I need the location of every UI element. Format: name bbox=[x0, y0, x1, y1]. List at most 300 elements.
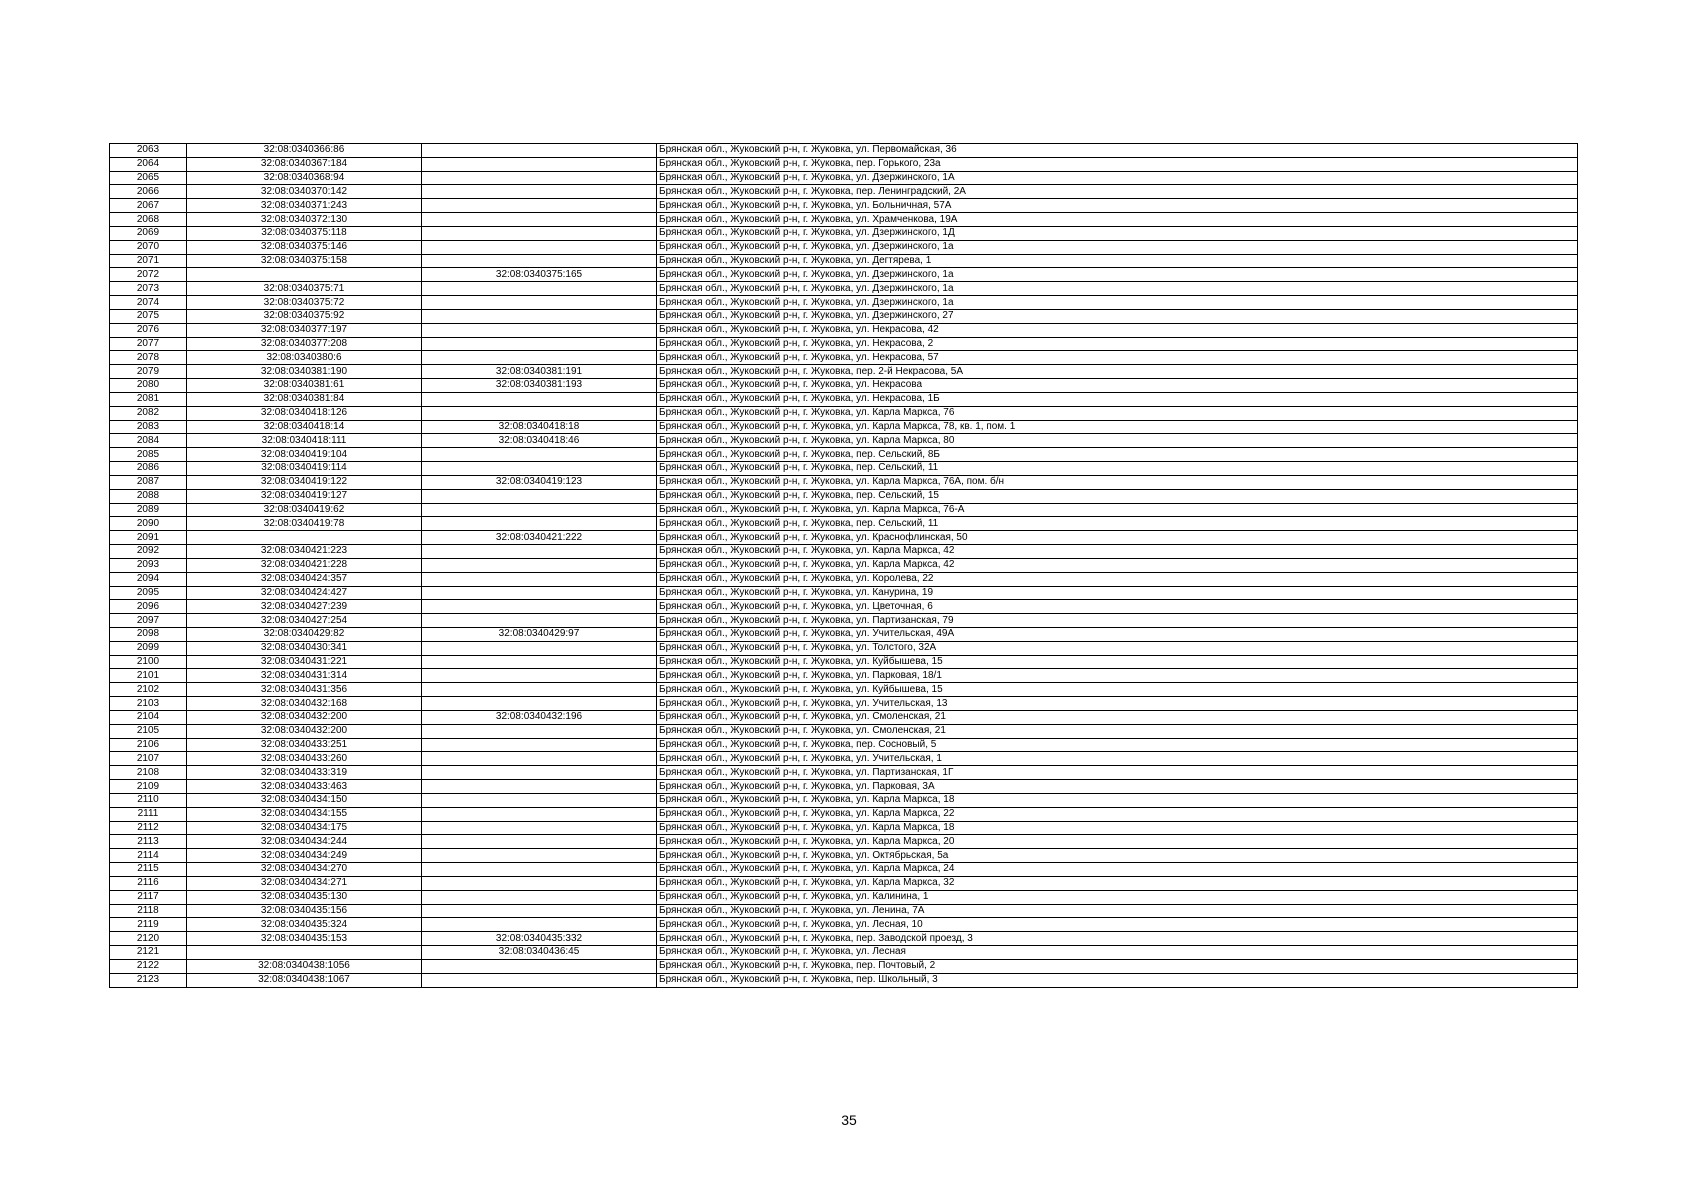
table-row bbox=[110, 697, 1578, 711]
cadastral-number-cell: 32:08:0340371:243 bbox=[187, 199, 422, 213]
address-cell: Брянская обл., Жуковский р-н, г. Жуковка, ул. Карла Маркса, 32 bbox=[657, 876, 1578, 890]
row-number-cell: 2103 bbox=[110, 697, 187, 711]
cadastral-number-cell: 32:08:0340380:6 bbox=[187, 351, 422, 365]
table-row bbox=[110, 351, 1578, 365]
row-number-cell: 2099 bbox=[110, 641, 187, 655]
cadastral-number-cell: 32:08:0340427:239 bbox=[187, 600, 422, 614]
related-cadastral-number-cell bbox=[422, 697, 657, 711]
row-number-cell: 2111 bbox=[110, 807, 187, 821]
table-row bbox=[110, 959, 1578, 973]
address-cell: Брянская обл., Жуковский р-н, г. Жуковка, ул. Карла Маркса, 18 bbox=[657, 821, 1578, 835]
row-number-cell: 2102 bbox=[110, 683, 187, 697]
table-row bbox=[110, 586, 1578, 600]
cadastral-number-cell: 32:08:0340419:114 bbox=[187, 462, 422, 476]
related-cadastral-number-cell bbox=[422, 655, 657, 669]
address-cell: Брянская обл., Жуковский р-н, г. Жуковка, ул. Парковая, 18/1 bbox=[657, 669, 1578, 683]
address-cell: Брянская обл., Жуковский р-н, г. Жуковка, ул. Калинина, 1 bbox=[657, 890, 1578, 904]
cadastral-number-cell: 32:08:0340431:221 bbox=[187, 655, 422, 669]
cadastral-number-cell: 32:08:0340375:71 bbox=[187, 282, 422, 296]
address-cell: Брянская обл., Жуковский р-н, г. Жуковка, ул. Больничная, 57А bbox=[657, 199, 1578, 213]
address-cell: Брянская обл., Жуковский р-н, г. Жуковка, ул. Партизанская, 1Г bbox=[657, 766, 1578, 780]
cadastral-number-cell: 32:08:0340377:208 bbox=[187, 337, 422, 351]
row-number-cell: 2087 bbox=[110, 475, 187, 489]
related-cadastral-number-cell bbox=[422, 517, 657, 531]
table-row bbox=[110, 226, 1578, 240]
address-cell: Брянская обл., Жуковский р-н, г. Жуковка, пер. Сельский, 15 bbox=[657, 489, 1578, 503]
related-cadastral-number-cell bbox=[422, 462, 657, 476]
table-row bbox=[110, 157, 1578, 171]
table-row bbox=[110, 282, 1578, 296]
row-number-cell: 2119 bbox=[110, 918, 187, 932]
address-cell: Брянская обл., Жуковский р-н, г. Жуковка, ул. Канурина, 19 bbox=[657, 586, 1578, 600]
related-cadastral-number-cell bbox=[422, 157, 657, 171]
cadastral-number-cell: 32:08:0340368:94 bbox=[187, 171, 422, 185]
related-cadastral-number-cell bbox=[422, 849, 657, 863]
address-cell: Брянская обл., Жуковский р-н, г. Жуковка, ул. Карла Маркса, 24 bbox=[657, 863, 1578, 877]
address-cell: Брянская обл., Жуковский р-н, г. Жуковка, ул. Первомайская, 36 bbox=[657, 144, 1578, 158]
address-cell: Брянская обл., Жуковский р-н, г. Жуковка, ул. Карла Маркса, 18 bbox=[657, 793, 1578, 807]
address-cell: Брянская обл., Жуковский р-н, г. Жуковка, ул. Куйбышева, 15 bbox=[657, 683, 1578, 697]
cadastral-number-cell: 32:08:0340433:260 bbox=[187, 752, 422, 766]
table-row bbox=[110, 655, 1578, 669]
cadastral-number-cell: 32:08:0340434:244 bbox=[187, 835, 422, 849]
table-row bbox=[110, 614, 1578, 628]
table-row bbox=[110, 337, 1578, 351]
table-row bbox=[110, 641, 1578, 655]
cadastral-number-cell bbox=[187, 531, 422, 545]
related-cadastral-number-cell bbox=[422, 766, 657, 780]
related-cadastral-number-cell: 32:08:0340418:46 bbox=[422, 434, 657, 448]
cadastral-number-cell: 32:08:0340434:271 bbox=[187, 876, 422, 890]
cadastral-number-cell: 32:08:0340432:200 bbox=[187, 724, 422, 738]
address-cell: Брянская обл., Жуковский р-н, г. Жуковка, пер. Горького, 23а bbox=[657, 157, 1578, 171]
row-number-cell: 2116 bbox=[110, 876, 187, 890]
cadastral-number-cell: 32:08:0340372:130 bbox=[187, 213, 422, 227]
address-cell: Брянская обл., Жуковский р-н, г. Жуковка, ул. Куйбышева, 15 bbox=[657, 655, 1578, 669]
table-row bbox=[110, 185, 1578, 199]
row-number-cell: 2113 bbox=[110, 835, 187, 849]
row-number-cell: 2089 bbox=[110, 503, 187, 517]
table-row bbox=[110, 365, 1578, 379]
table-row bbox=[110, 406, 1578, 420]
related-cadastral-number-cell bbox=[422, 793, 657, 807]
table-row bbox=[110, 752, 1578, 766]
row-number-cell: 2063 bbox=[110, 144, 187, 158]
table-row bbox=[110, 462, 1578, 476]
row-number-cell: 2067 bbox=[110, 199, 187, 213]
row-number-cell: 2107 bbox=[110, 752, 187, 766]
related-cadastral-number-cell: 32:08:0340435:332 bbox=[422, 932, 657, 946]
related-cadastral-number-cell bbox=[422, 448, 657, 462]
table-row bbox=[110, 144, 1578, 158]
table-row bbox=[110, 669, 1578, 683]
address-cell: Брянская обл., Жуковский р-н, г. Жуковка, пер. Школьный, 3 bbox=[657, 973, 1578, 987]
cadastral-number-cell: 32:08:0340381:84 bbox=[187, 392, 422, 406]
row-number-cell: 2120 bbox=[110, 932, 187, 946]
table-body bbox=[110, 144, 1578, 988]
table-row bbox=[110, 572, 1578, 586]
row-number-cell: 2079 bbox=[110, 365, 187, 379]
row-number-cell: 2086 bbox=[110, 462, 187, 476]
address-cell: Брянская обл., Жуковский р-н, г. Жуковка, ул. Парковая, 3А bbox=[657, 780, 1578, 794]
table-row bbox=[110, 296, 1578, 310]
related-cadastral-number-cell bbox=[422, 835, 657, 849]
cadastral-number-cell: 32:08:0340438:1056 bbox=[187, 959, 422, 973]
related-cadastral-number-cell bbox=[422, 876, 657, 890]
table-row bbox=[110, 766, 1578, 780]
cadastral-number-cell: 32:08:0340424:357 bbox=[187, 572, 422, 586]
related-cadastral-number-cell: 32:08:0340418:18 bbox=[422, 420, 657, 434]
address-cell: Брянская обл., Жуковский р-н, г. Жуковка, ул. Королева, 22 bbox=[657, 572, 1578, 586]
cadastral-number-cell: 32:08:0340418:126 bbox=[187, 406, 422, 420]
address-cell: Брянская обл., Жуковский р-н, г. Жуковка, ул. Карла Маркса, 42 bbox=[657, 545, 1578, 559]
table-row bbox=[110, 448, 1578, 462]
cadastral-number-cell: 32:08:0340367:184 bbox=[187, 157, 422, 171]
address-cell: Брянская обл., Жуковский р-н, г. Жуковка, ул. Карла Маркса, 76 bbox=[657, 406, 1578, 420]
address-cell: Брянская обл., Жуковский р-н, г. Жуковка, ул. Смоленская, 21 bbox=[657, 724, 1578, 738]
row-number-cell: 2070 bbox=[110, 240, 187, 254]
row-number-cell: 2092 bbox=[110, 545, 187, 559]
row-number-cell: 2081 bbox=[110, 392, 187, 406]
address-cell: Брянская обл., Жуковский р-н, г. Жуковка, ул. Некрасова, 42 bbox=[657, 323, 1578, 337]
cadastral-number-cell: 32:08:0340421:223 bbox=[187, 545, 422, 559]
related-cadastral-number-cell bbox=[422, 199, 657, 213]
table-row bbox=[110, 475, 1578, 489]
cadastral-number-cell: 32:08:0340419:104 bbox=[187, 448, 422, 462]
cadastral-number-cell: 32:08:0340424:427 bbox=[187, 586, 422, 600]
row-number-cell: 2101 bbox=[110, 669, 187, 683]
table-row bbox=[110, 946, 1578, 960]
related-cadastral-number-cell bbox=[422, 614, 657, 628]
cadastral-number-cell: 32:08:0340418:111 bbox=[187, 434, 422, 448]
address-cell: Брянская обл., Жуковский р-н, г. Жуковка, ул. Некрасова, 57 bbox=[657, 351, 1578, 365]
table-row bbox=[110, 240, 1578, 254]
cadastral-number-cell: 32:08:0340432:168 bbox=[187, 697, 422, 711]
table-row bbox=[110, 876, 1578, 890]
address-cell: Брянская обл., Жуковский р-н, г. Жуковка, пер. Ленинградский, 2А bbox=[657, 185, 1578, 199]
address-cell: Брянская обл., Жуковский р-н, г. Жуковка, ул. Карла Маркса, 42 bbox=[657, 558, 1578, 572]
row-number-cell: 2066 bbox=[110, 185, 187, 199]
row-number-cell: 2091 bbox=[110, 531, 187, 545]
cadastral-number-cell: 32:08:0340433:319 bbox=[187, 766, 422, 780]
row-number-cell: 2105 bbox=[110, 724, 187, 738]
cadastral-number-cell: 32:08:0340431:314 bbox=[187, 669, 422, 683]
address-cell: Брянская обл., Жуковский р-н, г. Жуковка, ул. Октябрьская, 5а bbox=[657, 849, 1578, 863]
table-row bbox=[110, 503, 1578, 517]
related-cadastral-number-cell bbox=[422, 641, 657, 655]
row-number-cell: 2064 bbox=[110, 157, 187, 171]
row-number-cell: 2078 bbox=[110, 351, 187, 365]
cadastral-number-cell: 32:08:0340435:153 bbox=[187, 932, 422, 946]
row-number-cell: 2073 bbox=[110, 282, 187, 296]
related-cadastral-number-cell bbox=[422, 392, 657, 406]
row-number-cell: 2071 bbox=[110, 254, 187, 268]
table-row bbox=[110, 171, 1578, 185]
cadastral-number-cell: 32:08:0340377:197 bbox=[187, 323, 422, 337]
address-cell: Брянская обл., Жуковский р-н, г. Жуковка, ул. Некрасова, 1Б bbox=[657, 392, 1578, 406]
table-row bbox=[110, 807, 1578, 821]
row-number-cell: 2072 bbox=[110, 268, 187, 282]
table-row bbox=[110, 268, 1578, 282]
table-row bbox=[110, 738, 1578, 752]
row-number-cell: 2093 bbox=[110, 558, 187, 572]
cadastral-table bbox=[109, 143, 1578, 988]
related-cadastral-number-cell bbox=[422, 863, 657, 877]
related-cadastral-number-cell bbox=[422, 282, 657, 296]
table-row bbox=[110, 213, 1578, 227]
row-number-cell: 2088 bbox=[110, 489, 187, 503]
table-row bbox=[110, 780, 1578, 794]
related-cadastral-number-cell bbox=[422, 240, 657, 254]
cadastral-number-cell: 32:08:0340431:356 bbox=[187, 683, 422, 697]
cadastral-number-cell: 32:08:0340419:62 bbox=[187, 503, 422, 517]
row-number-cell: 2075 bbox=[110, 309, 187, 323]
row-number-cell: 2110 bbox=[110, 793, 187, 807]
address-cell: Брянская обл., Жуковский р-н, г. Жуковка, пер. Сельский, 8Б bbox=[657, 448, 1578, 462]
related-cadastral-number-cell bbox=[422, 738, 657, 752]
cadastral-number-cell: 32:08:0340419:122 bbox=[187, 475, 422, 489]
row-number-cell: 2118 bbox=[110, 904, 187, 918]
table-row bbox=[110, 683, 1578, 697]
cadastral-number-cell: 32:08:0340430:341 bbox=[187, 641, 422, 655]
table-row bbox=[110, 434, 1578, 448]
row-number-cell: 2074 bbox=[110, 296, 187, 310]
related-cadastral-number-cell: 32:08:0340432:196 bbox=[422, 710, 657, 724]
cadastral-number-cell: 32:08:0340434:270 bbox=[187, 863, 422, 877]
row-number-cell: 2095 bbox=[110, 586, 187, 600]
row-number-cell: 2100 bbox=[110, 655, 187, 669]
row-number-cell: 2068 bbox=[110, 213, 187, 227]
row-number-cell: 2112 bbox=[110, 821, 187, 835]
related-cadastral-number-cell bbox=[422, 144, 657, 158]
cadastral-number-cell: 32:08:0340434:175 bbox=[187, 821, 422, 835]
table-row bbox=[110, 199, 1578, 213]
table-row bbox=[110, 821, 1578, 835]
related-cadastral-number-cell bbox=[422, 904, 657, 918]
cadastral-number-cell: 32:08:0340375:146 bbox=[187, 240, 422, 254]
row-number-cell: 2104 bbox=[110, 710, 187, 724]
address-cell: Брянская обл., Жуковский р-н, г. Жуковка, ул. Учительская, 13 bbox=[657, 697, 1578, 711]
related-cadastral-number-cell: 32:08:0340421:222 bbox=[422, 531, 657, 545]
address-cell: Брянская обл., Жуковский р-н, г. Жуковка, ул. Дзержинского, 1а bbox=[657, 282, 1578, 296]
cadastral-number-cell: 32:08:0340419:127 bbox=[187, 489, 422, 503]
row-number-cell: 2109 bbox=[110, 780, 187, 794]
table-row bbox=[110, 254, 1578, 268]
related-cadastral-number-cell: 32:08:0340436:45 bbox=[422, 946, 657, 960]
table-row bbox=[110, 517, 1578, 531]
cadastral-number-cell: 32:08:0340435:156 bbox=[187, 904, 422, 918]
related-cadastral-number-cell bbox=[422, 890, 657, 904]
related-cadastral-number-cell: 32:08:0340381:191 bbox=[422, 365, 657, 379]
address-cell: Брянская обл., Жуковский р-н, г. Жуковка, пер. Заводской проезд, 3 bbox=[657, 932, 1578, 946]
row-number-cell: 2115 bbox=[110, 863, 187, 877]
related-cadastral-number-cell bbox=[422, 558, 657, 572]
cadastral-number-cell: 32:08:0340427:254 bbox=[187, 614, 422, 628]
address-cell: Брянская обл., Жуковский р-н, г. Жуковка, ул. Карла Маркса, 20 bbox=[657, 835, 1578, 849]
table-row bbox=[110, 849, 1578, 863]
address-cell: Брянская обл., Жуковский р-н, г. Жуковка, ул. Учительская, 49А bbox=[657, 627, 1578, 641]
related-cadastral-number-cell bbox=[422, 296, 657, 310]
related-cadastral-number-cell bbox=[422, 545, 657, 559]
related-cadastral-number-cell bbox=[422, 503, 657, 517]
cadastral-number-cell: 32:08:0340435:130 bbox=[187, 890, 422, 904]
address-cell: Брянская обл., Жуковский р-н, г. Жуковка, пер. 2-й Некрасова, 5А bbox=[657, 365, 1578, 379]
related-cadastral-number-cell bbox=[422, 351, 657, 365]
row-number-cell: 2114 bbox=[110, 849, 187, 863]
cadastral-number-cell: 32:08:0340421:228 bbox=[187, 558, 422, 572]
table-row bbox=[110, 835, 1578, 849]
table-row bbox=[110, 489, 1578, 503]
row-number-cell: 2084 bbox=[110, 434, 187, 448]
cadastral-number-cell: 32:08:0340381:61 bbox=[187, 379, 422, 393]
row-number-cell: 2096 bbox=[110, 600, 187, 614]
address-cell: Брянская обл., Жуковский р-н, г. Жуковка, ул. Партизанская, 79 bbox=[657, 614, 1578, 628]
related-cadastral-number-cell bbox=[422, 213, 657, 227]
table-row bbox=[110, 918, 1578, 932]
table-row bbox=[110, 890, 1578, 904]
address-cell: Брянская обл., Жуковский р-н, г. Жуковка, ул. Карла Маркса, 78, кв. 1, пом. 1 bbox=[657, 420, 1578, 434]
address-cell: Брянская обл., Жуковский р-н, г. Жуковка, ул. Карла Маркса, 76А, пом. б/н bbox=[657, 475, 1578, 489]
address-cell: Брянская обл., Жуковский р-н, г. Жуковка, ул. Дегтярева, 1 bbox=[657, 254, 1578, 268]
address-cell: Брянская обл., Жуковский р-н, г. Жуковка, ул. Дзержинского, 1а bbox=[657, 268, 1578, 282]
address-cell: Брянская обл., Жуковский р-н, г. Жуковка, пер. Сельский, 11 bbox=[657, 462, 1578, 476]
row-number-cell: 2090 bbox=[110, 517, 187, 531]
address-cell: Брянская обл., Жуковский р-н, г. Жуковка, ул. Цветочная, 6 bbox=[657, 600, 1578, 614]
related-cadastral-number-cell bbox=[422, 254, 657, 268]
table-row bbox=[110, 724, 1578, 738]
cadastral-number-cell: 32:08:0340366:86 bbox=[187, 144, 422, 158]
related-cadastral-number-cell bbox=[422, 780, 657, 794]
row-number-cell: 2106 bbox=[110, 738, 187, 752]
row-number-cell: 2076 bbox=[110, 323, 187, 337]
related-cadastral-number-cell bbox=[422, 406, 657, 420]
row-number-cell: 2121 bbox=[110, 946, 187, 960]
cadastral-number-cell: 32:08:0340433:463 bbox=[187, 780, 422, 794]
cadastral-number-cell: 32:08:0340433:251 bbox=[187, 738, 422, 752]
table-row bbox=[110, 793, 1578, 807]
table-row bbox=[110, 392, 1578, 406]
table-row bbox=[110, 531, 1578, 545]
table-row bbox=[110, 710, 1578, 724]
cadastral-number-cell: 32:08:0340435:324 bbox=[187, 918, 422, 932]
related-cadastral-number-cell bbox=[422, 973, 657, 987]
row-number-cell: 2085 bbox=[110, 448, 187, 462]
table-row bbox=[110, 379, 1578, 393]
related-cadastral-number-cell bbox=[422, 821, 657, 835]
address-cell: Брянская обл., Жуковский р-н, г. Жуковка, ул. Дзержинского, 1Д bbox=[657, 226, 1578, 240]
related-cadastral-number-cell bbox=[422, 171, 657, 185]
table-row bbox=[110, 420, 1578, 434]
related-cadastral-number-cell bbox=[422, 724, 657, 738]
cadastral-number-cell: 32:08:0340418:14 bbox=[187, 420, 422, 434]
cadastral-number-cell: 32:08:0340381:190 bbox=[187, 365, 422, 379]
related-cadastral-number-cell bbox=[422, 683, 657, 697]
address-cell: Брянская обл., Жуковский р-н, г. Жуковка, ул. Толстого, 32А bbox=[657, 641, 1578, 655]
address-cell: Брянская обл., Жуковский р-н, г. Жуковка, ул. Дзержинского, 1а bbox=[657, 240, 1578, 254]
address-cell: Брянская обл., Жуковский р-н, г. Жуковка, ул. Некрасова, 2 bbox=[657, 337, 1578, 351]
address-cell: Брянская обл., Жуковский р-н, г. Жуковка, ул. Храмченкова, 19А bbox=[657, 213, 1578, 227]
address-cell: Брянская обл., Жуковский р-н, г. Жуковка, ул. Ленина, 7А bbox=[657, 904, 1578, 918]
related-cadastral-number-cell: 32:08:0340419:123 bbox=[422, 475, 657, 489]
address-cell: Брянская обл., Жуковский р-н, г. Жуковка, ул. Лесная bbox=[657, 946, 1578, 960]
address-cell: Брянская обл., Жуковский р-н, г. Жуковка, ул. Краснофлинская, 50 bbox=[657, 531, 1578, 545]
address-cell: Брянская обл., Жуковский р-н, г. Жуковка, ул. Карла Маркса, 76-А bbox=[657, 503, 1578, 517]
address-cell: Брянская обл., Жуковский р-н, г. Жуковка, пер. Сосновый, 5 bbox=[657, 738, 1578, 752]
cadastral-number-cell: 32:08:0340419:78 bbox=[187, 517, 422, 531]
related-cadastral-number-cell: 32:08:0340375:165 bbox=[422, 268, 657, 282]
related-cadastral-number-cell bbox=[422, 337, 657, 351]
address-cell: Брянская обл., Жуковский р-н, г. Жуковка, ул. Лесная, 10 bbox=[657, 918, 1578, 932]
table-row bbox=[110, 863, 1578, 877]
related-cadastral-number-cell bbox=[422, 669, 657, 683]
table-row bbox=[110, 932, 1578, 946]
row-number-cell: 2077 bbox=[110, 337, 187, 351]
cadastral-number-cell: 32:08:0340438:1067 bbox=[187, 973, 422, 987]
related-cadastral-number-cell bbox=[422, 752, 657, 766]
related-cadastral-number-cell bbox=[422, 226, 657, 240]
cadastral-number-cell: 32:08:0340434:155 bbox=[187, 807, 422, 821]
row-number-cell: 2117 bbox=[110, 890, 187, 904]
related-cadastral-number-cell bbox=[422, 309, 657, 323]
related-cadastral-number-cell: 32:08:0340429:97 bbox=[422, 627, 657, 641]
cadastral-number-cell: 32:08:0340434:249 bbox=[187, 849, 422, 863]
address-cell: Брянская обл., Жуковский р-н, г. Жуковка, ул. Учительская, 1 bbox=[657, 752, 1578, 766]
row-number-cell: 2069 bbox=[110, 226, 187, 240]
cadastral-number-cell: 32:08:0340375:118 bbox=[187, 226, 422, 240]
table-row bbox=[110, 627, 1578, 641]
address-cell: Брянская обл., Жуковский р-н, г. Жуковка, ул. Дзержинского, 27 bbox=[657, 309, 1578, 323]
related-cadastral-number-cell bbox=[422, 572, 657, 586]
table-row bbox=[110, 545, 1578, 559]
page-number: 35 bbox=[841, 1112, 857, 1128]
address-cell: Брянская обл., Жуковский р-н, г. Жуковка, ул. Смоленская, 21 bbox=[657, 710, 1578, 724]
related-cadastral-number-cell bbox=[422, 807, 657, 821]
related-cadastral-number-cell bbox=[422, 323, 657, 337]
cadastral-number-cell: 32:08:0340370:142 bbox=[187, 185, 422, 199]
related-cadastral-number-cell bbox=[422, 586, 657, 600]
row-number-cell: 2083 bbox=[110, 420, 187, 434]
table-row bbox=[110, 600, 1578, 614]
cadastral-number-cell: 32:08:0340375:92 bbox=[187, 309, 422, 323]
related-cadastral-number-cell: 32:08:0340381:193 bbox=[422, 379, 657, 393]
row-number-cell: 2123 bbox=[110, 973, 187, 987]
cadastral-number-cell: 32:08:0340429:82 bbox=[187, 627, 422, 641]
cadastral-number-cell: 32:08:0340375:158 bbox=[187, 254, 422, 268]
address-cell: Брянская обл., Жуковский р-н, г. Жуковка, пер. Почтовый, 2 bbox=[657, 959, 1578, 973]
address-cell: Брянская обл., Жуковский р-н, г. Жуковка, ул. Дзержинского, 1А bbox=[657, 171, 1578, 185]
address-cell: Брянская обл., Жуковский р-н, г. Жуковка, ул. Карла Маркса, 22 bbox=[657, 807, 1578, 821]
table-row bbox=[110, 973, 1578, 987]
related-cadastral-number-cell bbox=[422, 600, 657, 614]
address-cell: Брянская обл., Жуковский р-н, г. Жуковка, ул. Дзержинского, 1а bbox=[657, 296, 1578, 310]
table-row bbox=[110, 323, 1578, 337]
row-number-cell: 2065 bbox=[110, 171, 187, 185]
row-number-cell: 2080 bbox=[110, 379, 187, 393]
row-number-cell: 2097 bbox=[110, 614, 187, 628]
cadastral-number-cell: 32:08:0340375:72 bbox=[187, 296, 422, 310]
row-number-cell: 2122 bbox=[110, 959, 187, 973]
address-cell: Брянская обл., Жуковский р-н, г. Жуковка, ул. Карла Маркса, 80 bbox=[657, 434, 1578, 448]
row-number-cell: 2098 bbox=[110, 627, 187, 641]
row-number-cell: 2094 bbox=[110, 572, 187, 586]
address-cell: Брянская обл., Жуковский р-н, г. Жуковка, пер. Сельский, 11 bbox=[657, 517, 1578, 531]
related-cadastral-number-cell bbox=[422, 918, 657, 932]
row-number-cell: 2082 bbox=[110, 406, 187, 420]
cadastral-number-cell bbox=[187, 268, 422, 282]
cadastral-number-cell: 32:08:0340434:150 bbox=[187, 793, 422, 807]
related-cadastral-number-cell bbox=[422, 489, 657, 503]
cadastral-number-cell: 32:08:0340432:200 bbox=[187, 710, 422, 724]
